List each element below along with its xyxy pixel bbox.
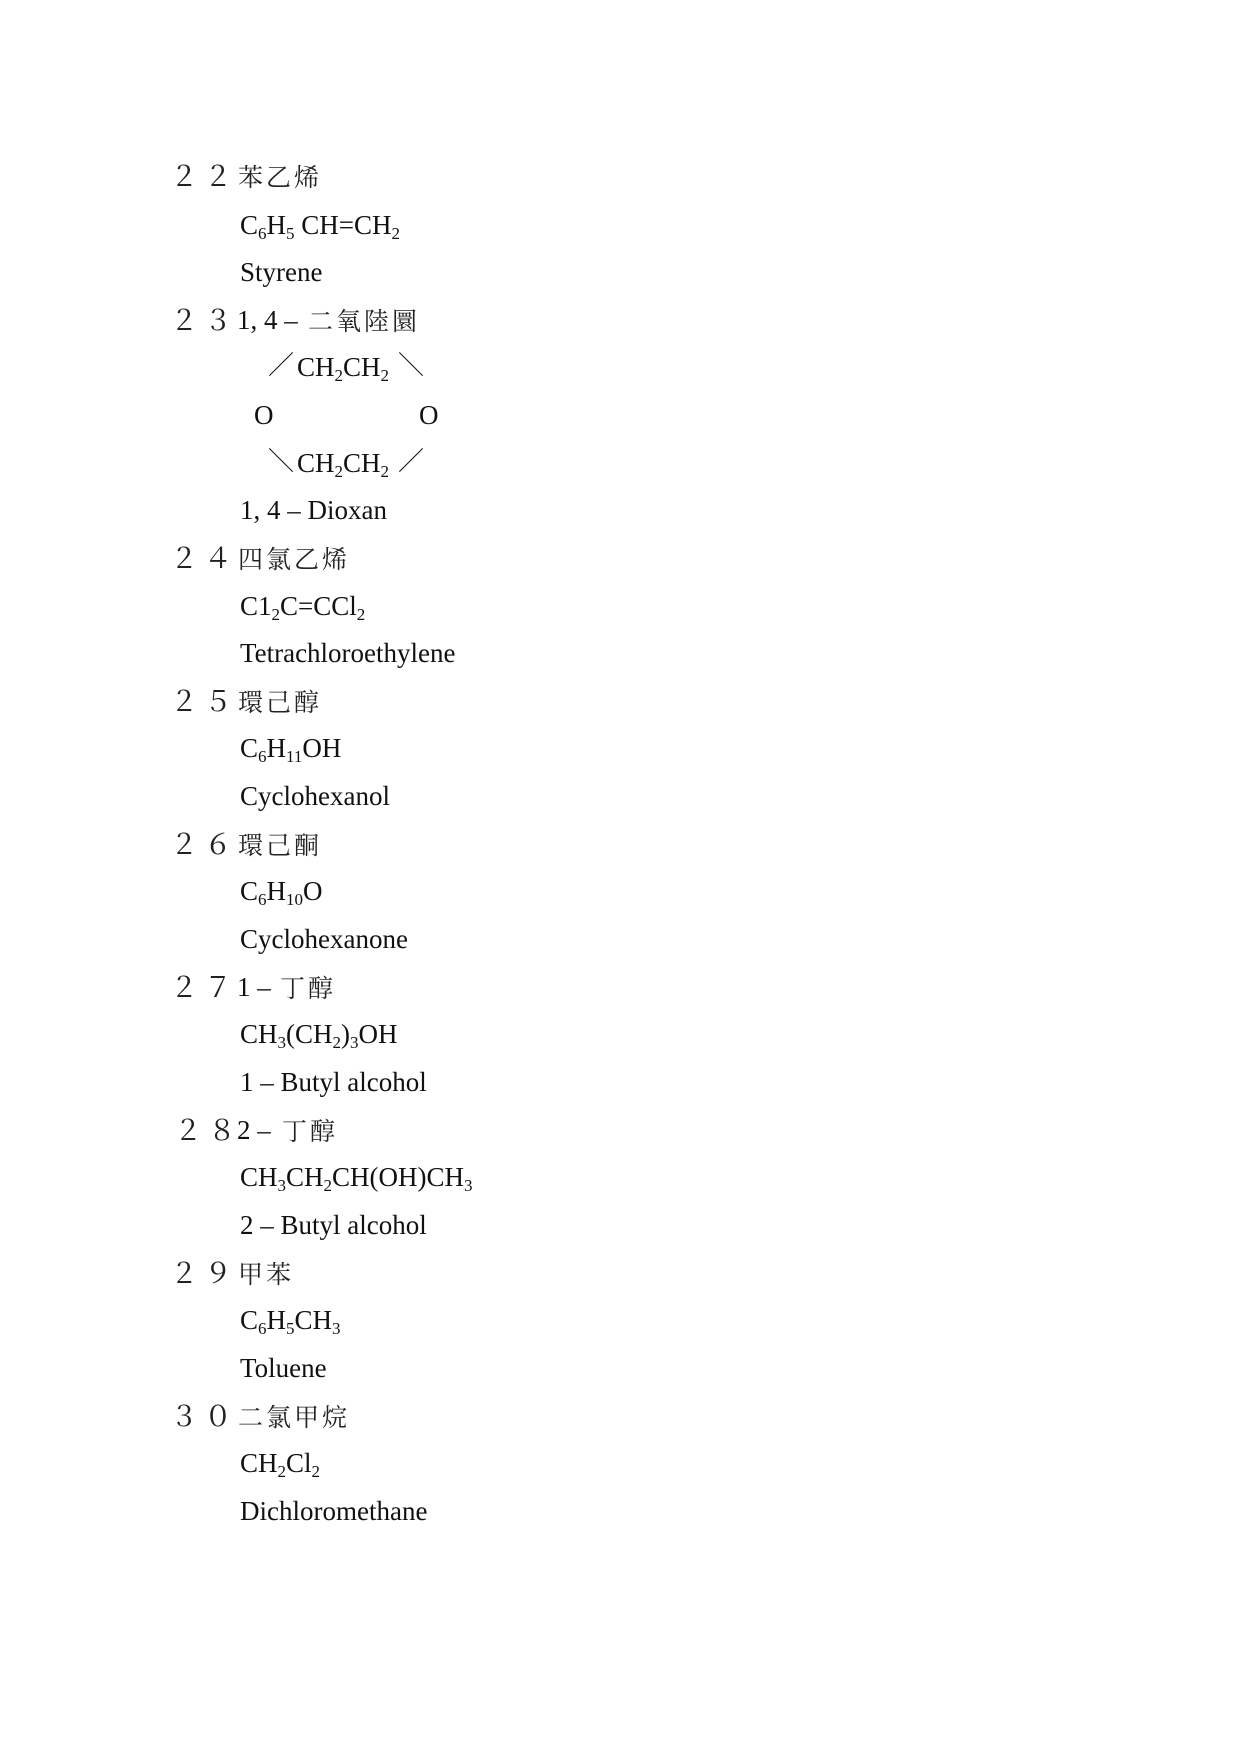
chinese-name-prefix: 2 – — [237, 1115, 278, 1145]
chinese-name: 二氯甲烷 — [238, 1403, 351, 1432]
chinese-name: 環己酮 — [238, 831, 323, 860]
entry-number: ２７ — [170, 971, 239, 1004]
entry-number: ２６ — [170, 828, 239, 861]
english-name: Tetrachloroethylene — [240, 638, 456, 668]
english-name: Dichloromethane — [240, 1496, 428, 1526]
english-name: 2 – Butyl alcohol — [240, 1210, 427, 1240]
english-name: Styrene — [240, 257, 323, 287]
chinese-name: 丁醇 — [280, 974, 337, 1003]
chinese-name: 二氧陸圜 — [308, 307, 421, 336]
chinese-name: 四氯乙烯 — [238, 545, 351, 574]
oxygen-left: O — [254, 400, 274, 430]
chinese-name-prefix: 1 – — [237, 972, 278, 1002]
entry-number: ２２ — [170, 160, 239, 193]
chinese-name: 丁醇 — [282, 1117, 339, 1146]
chinese-name-prefix: 1, 4 – — [237, 305, 305, 335]
bond-bottom-right: ／ — [398, 447, 425, 477]
bond-top-left: ／ — [268, 351, 295, 381]
chemical-formula: $C_6H_5CH_3$ — [240, 1305, 341, 1338]
chemical-formula: $C_6H_5$ $CH=CH_2$ — [240, 210, 401, 243]
chinese-name: 苯乙烯 — [238, 163, 323, 192]
entry-number: ２８ — [174, 1114, 243, 1147]
structure-bottom-group: $CH_2CH_2$ — [297, 448, 390, 481]
entry-number: ２４ — [170, 542, 239, 575]
chemical-formula: $C_6H_{11}OH$ — [240, 733, 342, 766]
bond-bottom-left: ＼ — [268, 447, 295, 477]
entry-number: ２９ — [170, 1257, 239, 1290]
chemical-formula: $C_6H_{10}O$ — [240, 876, 323, 909]
entry-number: ３０ — [170, 1400, 239, 1433]
chemical-formula: $CH_3(CH_2)_3OH$ — [240, 1019, 398, 1052]
entry-number: ２３ — [170, 304, 239, 337]
english-name: Toluene — [240, 1353, 327, 1383]
chemical-formula: $CH_3CH_2CH(OH)CH_3$ — [240, 1162, 473, 1195]
chemical-formula: $C1_2C=CCl_2$ — [240, 591, 366, 624]
bond-top-right: ＼ — [398, 351, 425, 381]
entry-number: ２５ — [170, 685, 239, 718]
chinese-name: 甲苯 — [238, 1260, 295, 1289]
structure-top-group: $CH_2CH_2$ — [297, 352, 390, 385]
english-name: 1 – Butyl alcohol — [240, 1067, 427, 1097]
oxygen-right: O — [419, 400, 439, 430]
english-name: Cyclohexanol — [240, 781, 390, 811]
chinese-name: 環己醇 — [238, 688, 323, 717]
english-name: Cyclohexanone — [240, 924, 408, 954]
chemical-formula: $CH_2Cl_2$ — [240, 1448, 321, 1481]
english-name: 1, 4 – Dioxan — [240, 495, 387, 525]
